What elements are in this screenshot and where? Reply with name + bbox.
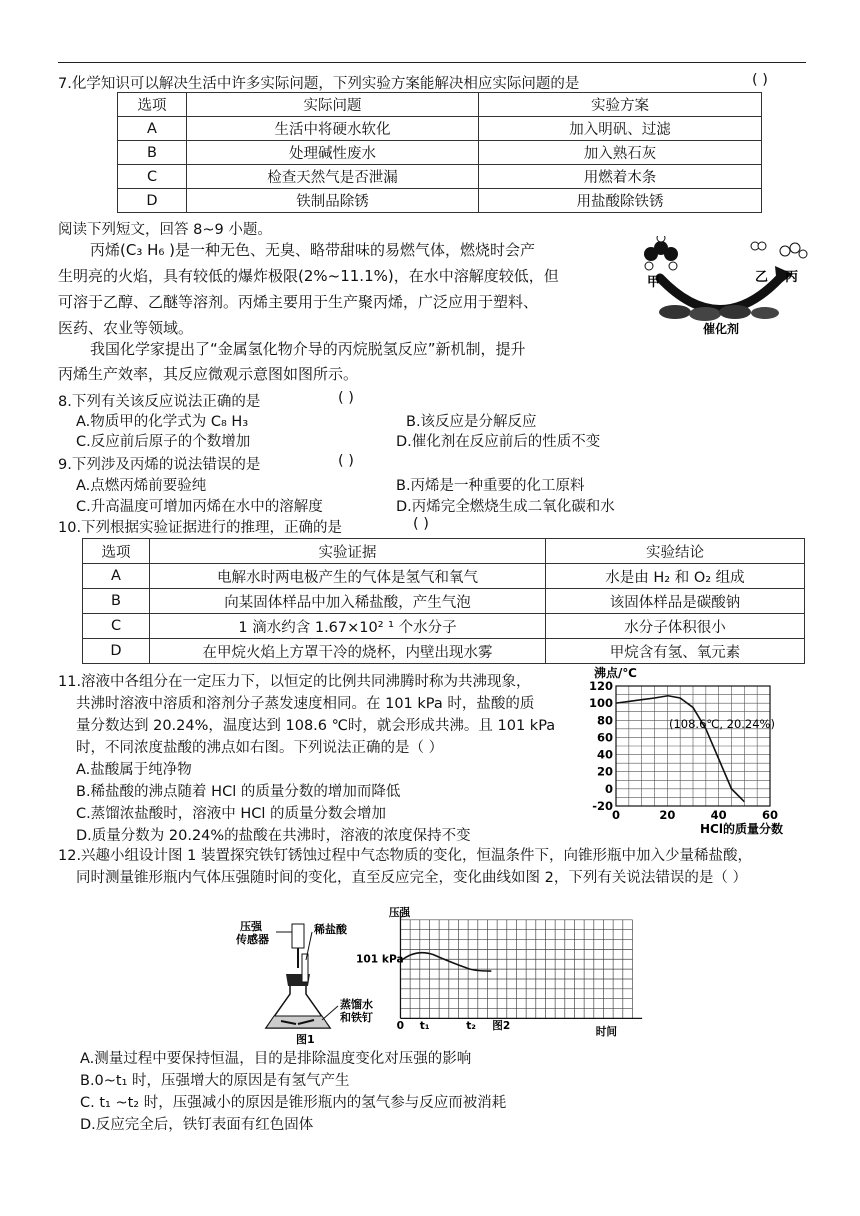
q9-option-a: A.点燃丙烯前要验纯 [76,478,207,494]
header-rule [58,62,806,63]
q7-table [117,92,762,213]
y-tick-label: 40 [596,747,613,762]
q11-option-a: A.盐酸属于纯净物 [76,762,192,778]
fig2-xlabel: 时间 [595,1024,617,1038]
pressure-sensor [292,924,304,948]
fig2-t2: t₂ [466,1019,476,1033]
table-cell: 检查天然气是否泄漏 [187,165,479,189]
x-tick-label: 20 [659,808,676,822]
boiling-point-chart [588,664,806,836]
q11-line-3: 量分数达到 20.24%，温度达到 108.6 ℃时，就会形成共沸。且 101 kPa [76,718,556,734]
q7-header-option: 选项 [118,93,187,117]
table-cell: 生活中将硬水软化 [187,117,479,141]
q10-header-conclusion: 实验结论 [546,539,805,564]
q7-header-problem: 实际问题 [187,93,479,117]
fig2-t1: t₁ [419,1019,430,1033]
chart-xlabel: HCl的质量分数 [700,822,783,836]
q12-option-d: D.反应完全后，铁钉表面有红色固体 [80,1117,314,1133]
table-cell: 电解水时两电极产生的气体是氢气和氧气 [150,564,546,589]
molecule-hydrogen [751,242,766,250]
q7-bracket: ( ) [752,72,768,88]
q8-option-c: C.反应前后原子的个数增加 [76,434,251,450]
catalyst-label: 催化剂 [703,322,740,336]
liquid-label-1: 蒸馏水 [340,998,373,1011]
table-cell: 向某固体样品中加入稀盐酸，产生气泡 [150,589,546,614]
sensor-label-1: 压强 [240,920,262,933]
chart-annotation: (108.6℃, 20.24%) [669,717,775,731]
table-row [118,93,762,117]
q12-option-a: A.测量过程中要保持恒温，目的是排除温度变化对压强的影响 [80,1051,472,1067]
chart-grid [616,686,770,806]
table-row [83,589,805,614]
passage-intro: 阅读下列短文，回答 8~9 小题。 [58,222,272,238]
table-cell: A [118,117,187,141]
fig2-grid [400,912,642,1018]
table-cell: D [118,189,187,213]
q10-header-option: 选项 [83,539,150,564]
q11-option-c: C.蒸馏浓盐酸时，溶液中 HCl 的质量分数会增加 [76,806,387,822]
fig2-pressure-chart [356,900,646,1045]
table-cell: 处理碱性废水 [187,141,479,165]
acid-label: 稀盐酸 [314,923,347,936]
q10-bracket: ( ) [413,516,429,532]
sensor-label-2: 传感器 [236,933,269,946]
passage-line-2: 生明亮的火焰，具有较低的爆炸极限(2%~11.1%)，在水中溶解度较低，但 [58,267,559,285]
passage-line-6: 丙烯生产效率，其反应微观示意图如图所示。 [58,365,359,383]
q9-option-d: D.丙烯完全燃烧生成二氧化碳和水 [396,499,615,515]
y-tick-label: 60 [596,730,613,745]
reaction-figure [635,236,810,336]
table-row [83,539,805,564]
q8-bracket: ( ) [338,390,354,406]
liquid-pointer [322,1006,338,1020]
q8-option-b: B.该反应是分解反应 [406,414,537,430]
q12-line-2: 同时测量锥形瓶内气体压强随时间的变化，直至反应完全，变化曲线如图 2，下列有关说法错误的是（ ） [76,870,747,886]
table-cell: B [83,589,150,614]
dropper [302,954,308,982]
q7-stem: 7.化学知识可以解决生活中许多实际问题，下列实验方案能解决相应实际问题的是 [58,76,580,92]
table-cell: 用盐酸除铁锈 [479,189,762,213]
q11-line-1: 11.溶液中各组分在一定压力下，以恒定的比例共同沸腾时称为共沸现象， [58,674,531,690]
q11-line-4: 时，不同浓度盐酸的沸点如右图。下列说法正确的是（ ） [76,740,444,756]
table-cell: B [118,141,187,165]
fig2-caption: 图2 [492,1019,511,1033]
table-cell: A [83,564,150,589]
q10-table [82,538,805,664]
table-row [83,639,805,664]
table-cell: C [118,165,187,189]
passage-line-3: 可溶于乙醇、乙醚等溶剂。丙烯主要用于生产聚丙烯，广泛应用于塑料、 [58,293,539,311]
passage-line-4: 医药、农业等领域。 [58,319,194,337]
q10-header-evidence: 实验证据 [150,539,546,564]
table-cell: 1 滴水约含 1.67×10² ¹ 个水分子 [150,614,546,639]
label-jia: 甲 [647,275,661,290]
label-bing: 丙 [785,270,799,285]
molecule-propene [780,243,807,258]
fig2-origin: 0 [396,1019,405,1033]
passage-line-1: 丙烯(C₃ H₆ )是一种无色、无臭、略带甜味的易燃气体，燃烧时会产 [90,241,536,259]
y-tick-label: 100 [588,696,613,711]
q9-option-c: C.升高温度可增加丙烯在水中的溶解度 [76,499,323,515]
q11-line-2: 共沸时溶液中溶质和溶剂分子蒸发速度相同。在 101 kPa 时，盐酸的质 [76,696,535,712]
q9-stem: 9.下列涉及丙烯的说法错误的是 [58,457,261,473]
q7-header-plan: 实验方案 [479,93,762,117]
table-cell: D [83,639,150,664]
q12-option-b: B.0~t₁ 时，压强增大的原因是有氢气产生 [80,1073,350,1089]
table-cell: 在甲烷火焰上方罩干冷的烧杯，内壁出现水雾 [150,639,546,664]
q9-option-b: B.丙烯是一种重要的化工原料 [396,478,585,494]
y-tick-label: 0 [604,781,613,796]
fig2-y-value: 101 kPa [356,952,404,966]
fig1-caption: 图1 [296,1033,315,1045]
table-row [118,165,762,189]
flask-liquid [266,1016,330,1028]
liquid-label-2: 和铁钉 [340,1011,373,1024]
q8-option-a: A.物质甲的化学式为 C₈ H₃ [76,414,249,430]
table-cell: 该固体样品是碳酸钠 [546,589,805,614]
q9-bracket: ( ) [338,453,354,469]
table-row [118,189,762,213]
y-tick-label: 120 [588,679,613,693]
table-cell: C [83,614,150,639]
table-cell: 加入熟石灰 [479,141,762,165]
table-row [118,117,762,141]
table-cell: 用燃着木条 [479,165,762,189]
chart-x-ticks [612,808,778,822]
q10-stem: 10.下列根据实验证据进行的推理，正确的是 [58,520,343,536]
q8-stem: 8.下列有关该反应说法正确的是 [58,394,261,410]
label-yi: 乙 [755,270,769,285]
x-tick-label: 40 [710,808,727,822]
table-cell: 水是由 H₂ 和 O₂ 组成 [546,564,805,589]
y-tick-label: -20 [592,799,613,813]
chart-ylabel: 沸点/℃ [594,666,637,680]
q11-option-b: B.稀盐酸的沸点随着 HCl 的质量分数的增加而降低 [76,784,401,800]
acid-pointer [306,932,312,960]
y-tick-label: 80 [596,713,613,728]
q11-option-d: D.质量分数为 20.24%的盐酸在共沸时，溶液的浓度保持不变 [76,828,471,844]
q12-line-1: 12.兴趣小组设计图 1 装置探究铁钉锈蚀过程中气态物质的变化，恒温条件下，向锥形瓶中加入少量稀盐酸， [58,848,752,864]
passage-line-5: 我国化学家提出了“金属氢化物介导的丙烷脱氢反应”新机制，提升 [90,340,526,358]
table-row [83,564,805,589]
table-cell: 铁制品除锈 [187,189,479,213]
table-row [83,614,805,639]
fig2-ylabel: 压强 [388,905,411,919]
x-tick-label: 60 [761,808,779,822]
q12-option-c: C. t₁ ~t₂ 时，压强减小的原因是锥形瓶内的氢气参与反应而被消耗 [80,1095,507,1111]
table-cell: 甲烷含有氢、氧元素 [546,639,805,664]
y-tick-label: 20 [596,764,613,779]
x-tick-label: 0 [611,808,621,822]
table-cell: 加入明矾、过滤 [479,117,762,141]
molecule-propane [644,236,678,270]
chart-y-ticks [589,679,613,813]
q8-option-d: D.催化剂在反应前后的性质不变 [396,434,601,450]
table-row [118,141,762,165]
table-cell: 水分子体积很小 [546,614,805,639]
